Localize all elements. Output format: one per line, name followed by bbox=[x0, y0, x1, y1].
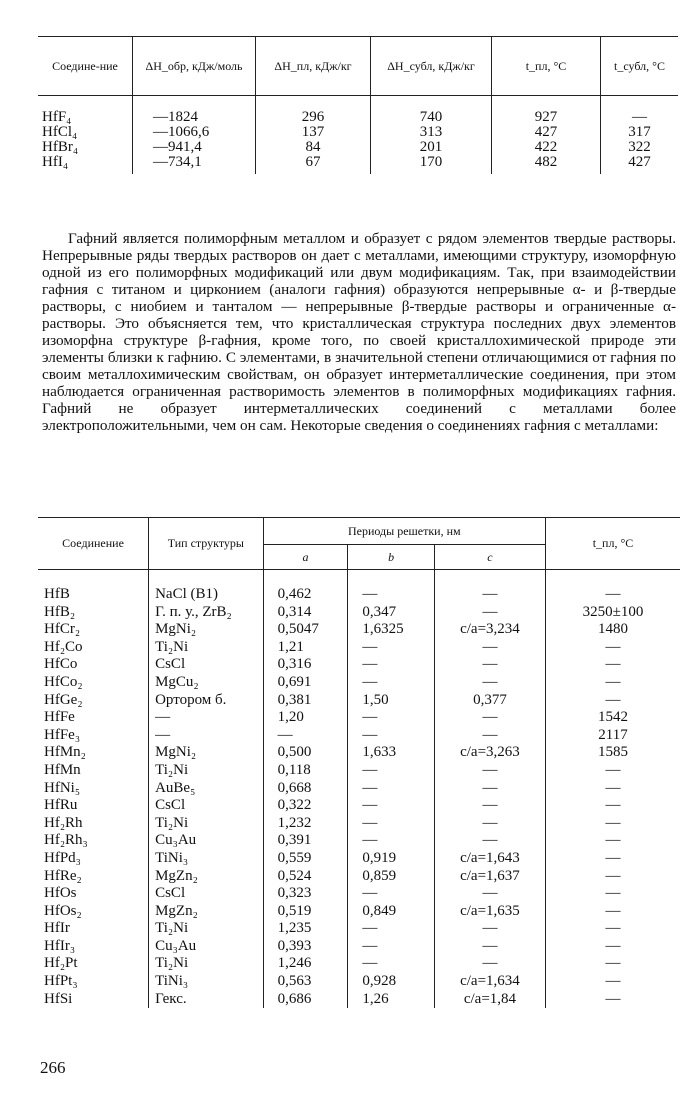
intermetallic-table-header bbox=[38, 518, 680, 545]
t-melting-cell: — bbox=[545, 973, 680, 991]
t-melting-cell: — bbox=[545, 692, 680, 710]
period-b-cell: 1,633 bbox=[348, 744, 435, 762]
t-melting-cell: — bbox=[545, 938, 680, 956]
t-melting-cell: 427 bbox=[492, 125, 601, 140]
t-melting-cell: 3250±100 bbox=[545, 604, 680, 622]
compound-cell: HfPt₃ bbox=[44, 973, 78, 990]
period-b-cell: — bbox=[348, 938, 435, 956]
table-row bbox=[38, 155, 678, 174]
period-b-cell: — bbox=[348, 797, 435, 815]
structure-type-cell: NaCl (B1) bbox=[149, 570, 264, 604]
table-row bbox=[38, 125, 678, 140]
period-a-cell: 0,559 bbox=[263, 850, 348, 868]
structure-type-cell: — bbox=[149, 727, 264, 745]
period-b-cell: — bbox=[348, 674, 435, 692]
period-a-cell: 0,391 bbox=[263, 832, 348, 850]
period-b-cell: — bbox=[348, 955, 435, 973]
t-melting-cell: — bbox=[545, 955, 680, 973]
period-a-cell: 0,668 bbox=[263, 780, 348, 798]
structure-type-cell: Ортором б. bbox=[149, 692, 264, 710]
period-c-cell: c/a=3,234 bbox=[434, 621, 545, 639]
compound-cell: Hf₂Rh bbox=[44, 814, 83, 831]
compound-cell: HfI₄ bbox=[42, 154, 69, 170]
t-melting-cell: 1585 bbox=[545, 744, 680, 762]
compound-cell: HfFe bbox=[44, 709, 75, 726]
period-c-cell: — bbox=[434, 570, 545, 604]
table-row bbox=[38, 938, 680, 956]
compound-cell: HfCo bbox=[44, 656, 78, 673]
t-melting-cell: — bbox=[545, 762, 680, 780]
header-compound: Соединение bbox=[62, 536, 124, 550]
period-a-cell: 0,381 bbox=[263, 692, 348, 710]
table-row bbox=[38, 709, 680, 727]
t-melting-cell: — bbox=[545, 850, 680, 868]
period-b-cell: — bbox=[348, 570, 435, 604]
period-a-cell: 0,462 bbox=[263, 570, 348, 604]
period-a-cell: 1,246 bbox=[263, 955, 348, 973]
period-a-cell: 0,314 bbox=[263, 604, 348, 622]
dh-formation-cell: —734,1 bbox=[133, 155, 256, 174]
table-row bbox=[38, 570, 680, 604]
compound-cell: HfSi bbox=[44, 990, 73, 1007]
table-row bbox=[38, 991, 680, 1009]
t-sublimation-cell: 427 bbox=[601, 155, 679, 174]
period-b-cell: — bbox=[348, 885, 435, 903]
period-c-cell: — bbox=[434, 815, 545, 833]
period-b-cell: 0,849 bbox=[348, 903, 435, 921]
compound-cell: HfIr bbox=[44, 920, 70, 937]
period-c-cell: c/a=1,637 bbox=[434, 868, 545, 886]
page-number: 266 bbox=[40, 1058, 66, 1077]
t-melting-cell: — bbox=[545, 885, 680, 903]
header-dh-sublimation: ΔH_субл, кДж/кг bbox=[371, 37, 492, 96]
period-a-cell: 0,691 bbox=[263, 674, 348, 692]
t-melting-cell: 422 bbox=[492, 140, 601, 155]
dh-melting-cell: 84 bbox=[256, 140, 371, 155]
compound-cell: HfB bbox=[44, 586, 70, 602]
dh-formation-cell: —941,4 bbox=[133, 140, 256, 155]
period-c-cell: — bbox=[434, 885, 545, 903]
compound-cell: HfPd₃ bbox=[44, 849, 81, 866]
table-row bbox=[38, 692, 680, 710]
period-c-cell: — bbox=[434, 604, 545, 622]
table-row bbox=[38, 727, 680, 745]
table-row bbox=[38, 780, 680, 798]
period-c-cell: c/a=1,84 bbox=[434, 991, 545, 1009]
table-row bbox=[38, 674, 680, 692]
header-t-melting: t_пл, °C bbox=[545, 518, 680, 570]
period-b-cell: — bbox=[348, 762, 435, 780]
structure-type-cell: MgZn₂ bbox=[149, 903, 264, 921]
period-b-cell: — bbox=[348, 780, 435, 798]
table-row bbox=[38, 815, 680, 833]
header-b: b bbox=[348, 545, 435, 570]
dh-sublimation-cell: 740 bbox=[371, 96, 492, 126]
period-b-cell: — bbox=[348, 920, 435, 938]
t-melting-cell: — bbox=[545, 797, 680, 815]
table-row bbox=[38, 903, 680, 921]
dh-sublimation-cell: 170 bbox=[371, 155, 492, 174]
period-a-cell: 0,5047 bbox=[263, 621, 348, 639]
header-compound: Соедине-ние bbox=[52, 58, 118, 73]
period-a-cell: 0,316 bbox=[263, 656, 348, 674]
t-sublimation-cell: — bbox=[601, 96, 679, 126]
dh-sublimation-cell: 313 bbox=[371, 125, 492, 140]
t-melting-cell: — bbox=[545, 991, 680, 1009]
t-melting-cell: 482 bbox=[492, 155, 601, 174]
table-row bbox=[38, 850, 680, 868]
body-paragraph: Гафний является полиморфным металлом и образует с рядом элементов твердые растворы. Непрерывные ряды твердых растворов он дает с металлами, имеющими структуру, изоморфную одной из его полиморфных модификаций или двум модификациям. Так, при взаимодействии гафния с титаном и цирконием (аналоги гафния) образуются непрерывные α- и β-твердые растворы, с ниобием и танталом — непрерывные β-твердые растворы и ограниченные α-растворы. Это объясняется тем, что кристаллическая структура последних двух элементов изоморфна структуре β-гафния, кроме того, по своей кристаллохимической природе эти элементы близки к гафнию. С элементами, в значительной степени отличающимися от гафния по своим металлохимическим свойствам, он образует интерметаллические соединения, при этом наблюдается ограниченная растворимость элементов в полиморфных модификациях гафния. Гафний не образует интерметаллических соединений с металлами более электроположительными, чем он сам. Некоторые сведения о соединениях гафния с металлами: bbox=[42, 230, 676, 434]
period-b-cell: 0,928 bbox=[348, 973, 435, 991]
header-dh-formation: ΔH_обр, кДж/моль bbox=[133, 37, 256, 96]
period-c-cell: — bbox=[434, 727, 545, 745]
period-c-cell: c/a=1,635 bbox=[434, 903, 545, 921]
compound-cell: Hf₂Rh₃ bbox=[44, 832, 88, 849]
t-melting-cell: 1480 bbox=[545, 621, 680, 639]
compound-cell: HfFe₃ bbox=[44, 726, 81, 743]
t-melting-cell: 2117 bbox=[545, 727, 680, 745]
period-a-cell: 0,563 bbox=[263, 973, 348, 991]
compound-cell: HfF₄ bbox=[42, 109, 72, 125]
structure-type-cell: MgNi₂ bbox=[149, 621, 264, 639]
t-melting-cell: — bbox=[545, 815, 680, 833]
table-row bbox=[38, 920, 680, 938]
period-a-cell: 0,524 bbox=[263, 868, 348, 886]
compound-cell: HfCr₂ bbox=[44, 621, 81, 638]
period-a-cell: 1,21 bbox=[263, 639, 348, 657]
compound-cell: HfRu bbox=[44, 797, 78, 814]
table-row bbox=[38, 955, 680, 973]
period-b-cell: — bbox=[348, 815, 435, 833]
header-c: c bbox=[434, 545, 545, 570]
structure-type-cell: Ti₂Ni bbox=[149, 815, 264, 833]
t-melting-cell: — bbox=[545, 868, 680, 886]
period-b-cell: — bbox=[348, 709, 435, 727]
structure-type-cell: Cu₃Au bbox=[149, 938, 264, 956]
period-c-cell: — bbox=[434, 674, 545, 692]
compound-cell: Hf₂Co bbox=[44, 638, 83, 655]
compound-cell: HfBr₄ bbox=[42, 139, 79, 155]
table-row bbox=[38, 744, 680, 762]
t-melting-cell: — bbox=[545, 639, 680, 657]
intermetallic-table bbox=[38, 517, 680, 1008]
structure-type-cell: Ti₂Ni bbox=[149, 762, 264, 780]
header-structure-type: Тип структуры bbox=[149, 518, 264, 570]
period-a-cell: 0,323 bbox=[263, 885, 348, 903]
period-c-cell: c/a=1,643 bbox=[434, 850, 545, 868]
table-row bbox=[38, 621, 680, 639]
header-t-sublimation: t_субл, °C bbox=[601, 37, 679, 96]
compound-cell: HfGe₂ bbox=[44, 691, 83, 708]
compound-cell: Hf₂Pt bbox=[44, 955, 78, 972]
dh-melting-cell: 67 bbox=[256, 155, 371, 174]
dh-formation-cell: —1066,6 bbox=[133, 125, 256, 140]
period-c-cell: — bbox=[434, 709, 545, 727]
period-c-cell: c/a=3,263 bbox=[434, 744, 545, 762]
structure-type-cell: Cu₃Au bbox=[149, 832, 264, 850]
table-row bbox=[38, 973, 680, 991]
structure-type-cell: MgCu₂ bbox=[149, 674, 264, 692]
period-b-cell: — bbox=[348, 832, 435, 850]
compound-cell: HfMn₂ bbox=[44, 744, 86, 761]
structure-type-cell: Ti₂Ni bbox=[149, 955, 264, 973]
structure-type-cell: Г. п. у., ZrB₂ bbox=[149, 604, 264, 622]
dh-sublimation-cell: 201 bbox=[371, 140, 492, 155]
table-row bbox=[38, 797, 680, 815]
structure-type-cell: — bbox=[149, 709, 264, 727]
compound-cell: HfRe₂ bbox=[44, 867, 82, 884]
t-melting-cell: — bbox=[545, 656, 680, 674]
dh-melting-cell: 137 bbox=[256, 125, 371, 140]
table-row bbox=[38, 639, 680, 657]
period-a-cell: 0,118 bbox=[263, 762, 348, 780]
period-c-cell: — bbox=[434, 639, 545, 657]
t-melting-cell: — bbox=[545, 832, 680, 850]
t-melting-cell: 927 bbox=[492, 96, 601, 126]
structure-type-cell: TiNi₃ bbox=[149, 973, 264, 991]
structure-type-cell: Гекс. bbox=[149, 991, 264, 1009]
compound-cell: HfOs₂ bbox=[44, 902, 82, 919]
header-t-melting: t_пл, °C bbox=[492, 37, 601, 96]
period-a-cell: 1,232 bbox=[263, 815, 348, 833]
period-b-cell: 1,26 bbox=[348, 991, 435, 1009]
period-c-cell: 0,377 bbox=[434, 692, 545, 710]
period-a-cell: — bbox=[263, 727, 348, 745]
period-a-cell: 0,500 bbox=[263, 744, 348, 762]
period-b-cell: 1,50 bbox=[348, 692, 435, 710]
period-c-cell: — bbox=[434, 920, 545, 938]
thermo-table bbox=[38, 36, 678, 174]
period-c-cell: — bbox=[434, 832, 545, 850]
t-melting-cell: — bbox=[545, 920, 680, 938]
structure-type-cell: MgNi₂ bbox=[149, 744, 264, 762]
thermo-table-header bbox=[38, 37, 678, 96]
dh-melting-cell: 296 bbox=[256, 96, 371, 126]
header-dh-melting: ΔH_пл, кДж/кг bbox=[256, 37, 371, 96]
structure-type-cell: Ti₂Ni bbox=[149, 920, 264, 938]
period-a-cell: 1,20 bbox=[263, 709, 348, 727]
t-melting-cell: — bbox=[545, 780, 680, 798]
compound-cell: HfCl₄ bbox=[42, 124, 78, 140]
period-b-cell: 0,919 bbox=[348, 850, 435, 868]
t-melting-cell: — bbox=[545, 903, 680, 921]
table-row bbox=[38, 604, 680, 622]
period-a-cell: 1,235 bbox=[263, 920, 348, 938]
period-a-cell: 0,519 bbox=[263, 903, 348, 921]
structure-type-cell: AuBe₅ bbox=[149, 780, 264, 798]
compound-cell: HfMn bbox=[44, 761, 81, 778]
period-b-cell: 0,347 bbox=[348, 604, 435, 622]
period-b-cell: — bbox=[348, 639, 435, 657]
period-a-cell: 0,322 bbox=[263, 797, 348, 815]
structure-type-cell: CsCl bbox=[149, 797, 264, 815]
table-row bbox=[38, 868, 680, 886]
table-row bbox=[38, 96, 678, 126]
period-b-cell: 0,859 bbox=[348, 868, 435, 886]
period-c-cell: — bbox=[434, 938, 545, 956]
header-lattice-periods: Периоды решетки, нм bbox=[263, 518, 545, 545]
compound-cell: HfOs bbox=[44, 885, 77, 902]
structure-type-cell: MgZn₂ bbox=[149, 868, 264, 886]
compound-cell: HfNi₅ bbox=[44, 779, 81, 796]
table-row bbox=[38, 885, 680, 903]
table-row bbox=[38, 140, 678, 155]
period-c-cell: — bbox=[434, 762, 545, 780]
table-row bbox=[38, 762, 680, 780]
compound-cell: HfIr₃ bbox=[44, 937, 76, 954]
table-row bbox=[38, 832, 680, 850]
structure-type-cell: TiNi₃ bbox=[149, 850, 264, 868]
compound-cell: HfCo₂ bbox=[44, 673, 83, 690]
t-melting-cell: — bbox=[545, 570, 680, 604]
t-melting-cell: 1542 bbox=[545, 709, 680, 727]
header-a: a bbox=[263, 545, 348, 570]
period-b-cell: — bbox=[348, 656, 435, 674]
structure-type-cell: CsCl bbox=[149, 885, 264, 903]
period-c-cell: — bbox=[434, 780, 545, 798]
structure-type-cell: CsCl bbox=[149, 656, 264, 674]
t-melting-cell: — bbox=[545, 674, 680, 692]
structure-type-cell: Ti₂Ni bbox=[149, 639, 264, 657]
period-b-cell: 1,6325 bbox=[348, 621, 435, 639]
period-c-cell: — bbox=[434, 797, 545, 815]
table-row bbox=[38, 656, 680, 674]
period-c-cell: — bbox=[434, 656, 545, 674]
compound-cell: HfB₂ bbox=[44, 603, 76, 620]
period-b-cell: — bbox=[348, 727, 435, 745]
period-c-cell: c/a=1,634 bbox=[434, 973, 545, 991]
period-a-cell: 0,686 bbox=[263, 991, 348, 1009]
period-a-cell: 0,393 bbox=[263, 938, 348, 956]
dh-formation-cell: —1824 bbox=[133, 96, 256, 126]
t-sublimation-cell: 317 bbox=[601, 125, 679, 140]
period-c-cell: — bbox=[434, 955, 545, 973]
t-sublimation-cell: 322 bbox=[601, 140, 679, 155]
